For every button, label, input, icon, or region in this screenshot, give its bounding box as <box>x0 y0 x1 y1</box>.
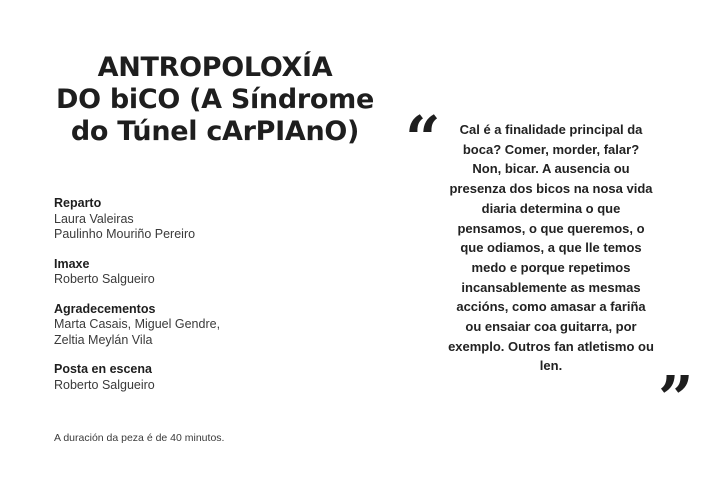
credit-name: Roberto Salgueiro <box>54 272 155 286</box>
duration-note: A duración da peza é de 40 minutos. <box>54 432 225 444</box>
credit-name: Marta Casais, Miguel Gendre, <box>54 317 221 331</box>
credit-thanks <box>54 302 354 349</box>
credit-role: Reparto <box>54 196 102 210</box>
title-line-2: DO biCO (A Síndrome <box>55 84 374 115</box>
title-line-1: ANTROPOLOXÍA <box>97 52 333 83</box>
close-quote-icon: ” <box>658 362 694 435</box>
credit-name: Roberto Salgueiro <box>54 377 155 392</box>
credit-role: Imaxe <box>54 256 90 271</box>
credit-name: Paulinho Mouriño Pereiro <box>54 227 196 241</box>
title-line-3: do Túnel cArPIAnO) <box>70 116 360 147</box>
credit-direction <box>54 362 354 393</box>
credit-image <box>54 257 354 288</box>
show-title <box>50 52 380 148</box>
credit-cast <box>54 196 354 243</box>
pull-quote: Cal é a finalidade principal da boca? Comer, morder, falar? Non, bicar. A ausencia ou presenza dos bicos na nosa vida diaria determina o que pensamos, o que queremos, o que odiamos, a que lle temos medo e porque repetimos incansablemente as mesmas accións, como amasar a fariña ou ensaiar coa guitarra, por exemplo. Outros fan atletismo ou len. <box>448 122 654 374</box>
credit-role: Posta en escena <box>54 362 152 376</box>
credit-role: Agradecementos <box>54 301 156 316</box>
credit-name: Laura Valeiras <box>54 211 134 226</box>
credit-name: Zeltia Meylán Vila <box>54 332 153 347</box>
open-quote-icon: “ <box>405 102 441 175</box>
credits-list <box>54 196 354 407</box>
